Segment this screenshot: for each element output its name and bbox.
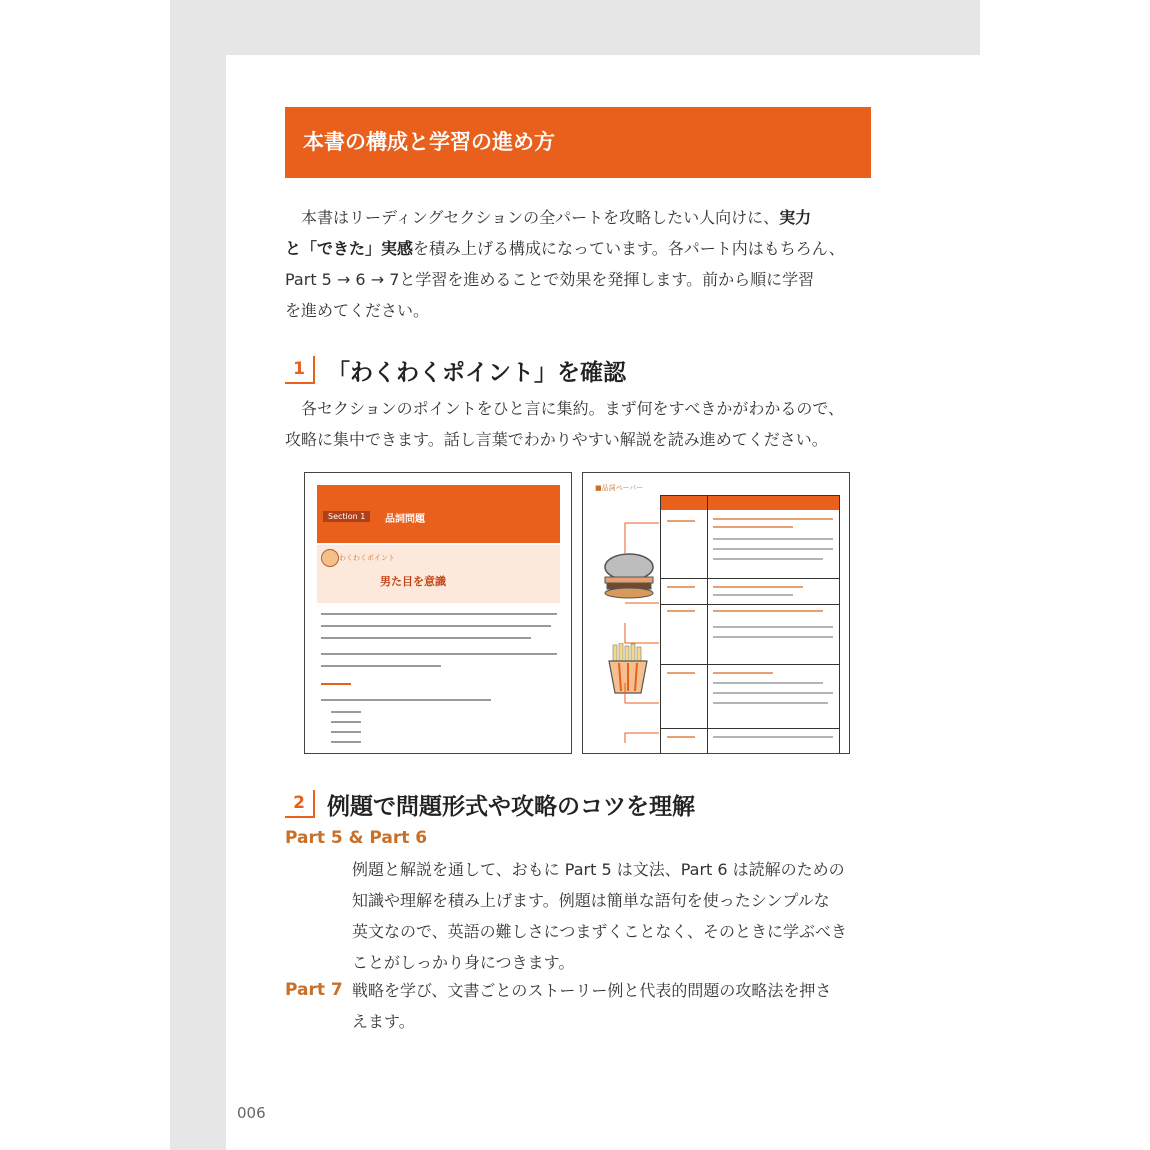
- text-line: [331, 711, 361, 713]
- table-divider: [661, 664, 839, 665]
- part56-text: 例題と解説を通して、おもに Part 5 は文法、Part 6 は読解のための 知識や理解を積み上げます。例題は簡単な語句を使ったシンプルな 英文なので、英語の難しさにつまずくことなく、そのときに学ぶべき ことがしっかり身につきます。: [352, 860, 848, 972]
- section-2-heading: [285, 787, 695, 821]
- text-line: [713, 538, 833, 540]
- table-divider: [661, 604, 839, 605]
- text-line: [321, 637, 531, 639]
- text-line: [713, 518, 833, 520]
- thumb-section-tag: Section 1: [323, 511, 370, 522]
- section-1-title: 「わくわくポイント」を確認: [327, 359, 626, 386]
- thumb-point-label: わくわくポイント: [339, 554, 395, 562]
- text-line: [321, 625, 551, 627]
- text-line: [667, 672, 695, 674]
- text-line: [331, 731, 361, 733]
- text-line: [713, 626, 833, 628]
- text-line: [713, 558, 823, 560]
- text-line: [321, 653, 557, 655]
- section-2-title: 例題で問題形式や攻略のコツを理解: [327, 793, 695, 820]
- text-line: [713, 682, 823, 684]
- text-line: [331, 741, 361, 743]
- thumb-table-header: [661, 496, 839, 510]
- character-face-icon: [321, 549, 339, 567]
- text-line: [321, 665, 441, 667]
- text-line: [667, 586, 695, 588]
- text-line: [667, 610, 695, 612]
- text-line: [321, 613, 557, 615]
- text-line: [321, 699, 491, 701]
- text-line: [331, 721, 361, 723]
- sample-page-thumbnail-1: [304, 472, 572, 754]
- text-line: [713, 610, 823, 612]
- part7-text: 戦略を学び、文書ごとのストーリー例と代表的問題の攻略法を押さ えます。: [352, 981, 832, 1031]
- text-line: [667, 520, 695, 522]
- table-divider: [707, 496, 708, 754]
- section-1-number: 1: [285, 356, 315, 384]
- sample-page-thumbnail-2: [582, 472, 850, 754]
- text-line: [713, 736, 833, 738]
- intro-paragraph: 本書はリーディングセクションの全パートを攻略したい人向けに、実力 と「できた」実感を積み上げる構成になっています。各パート内はもちろん、 Part 5 → 6 → 7と学習を進めることで効果を発揮します。前から順に学習 を進めてください。: [285, 208, 845, 320]
- text-line: [713, 586, 803, 588]
- table-divider: [661, 728, 839, 729]
- text-line: [667, 736, 695, 738]
- thumb-caption: ■品詞ペーパー: [595, 484, 644, 492]
- text-line: [713, 672, 773, 674]
- text-line: [713, 636, 833, 638]
- thumb-point-title: 男た目を意識: [380, 575, 446, 588]
- text-line: [713, 594, 793, 596]
- section-2-number: 2: [285, 790, 315, 818]
- page-number: 006: [237, 1104, 266, 1122]
- thumb-table: [660, 495, 840, 754]
- thumb-section-title: 品詞問題: [385, 514, 425, 525]
- part56-label: Part 5 & Part 6: [285, 828, 428, 848]
- connector-lines: [623, 513, 663, 743]
- text-line: [713, 692, 833, 694]
- text-line: [713, 702, 828, 704]
- text-line: [321, 683, 351, 685]
- table-divider: [661, 578, 839, 579]
- section-1-text: 各セクションのポイントをひと言に集約。まず何をすべきかがわかるので、 攻略に集中できます。話し言葉でわかりやすい解説を読み進めてください。: [285, 399, 845, 449]
- section-1-heading: [285, 353, 626, 387]
- page-title: 本書の構成と学習の進め方: [285, 107, 871, 178]
- text-line: [713, 548, 833, 550]
- part7-label: Part 7: [285, 980, 343, 1000]
- text-line: [713, 526, 793, 528]
